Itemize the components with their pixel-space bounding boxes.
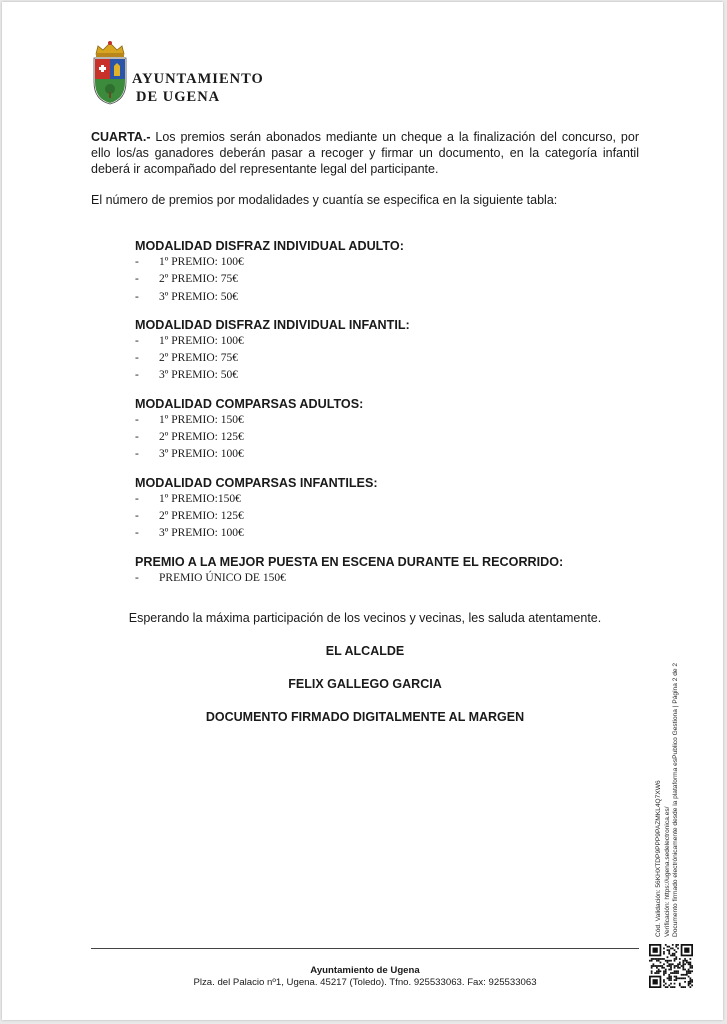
farewell-text: Esperando la máxima participación de los vecinos y vecinas, les saluda atentamente. — [128, 611, 602, 625]
prize-text: 2º PREMIO: 75€ — [159, 273, 238, 286]
signature-note: DOCUMENTO FIRMADO DIGITALMENTE AL MARGEN — [205, 710, 525, 724]
clause-cuarta — [91, 129, 639, 177]
signer-role: EL ALCALDE — [325, 644, 405, 658]
list-dash: - — [135, 290, 139, 303]
verification-url: Verificación: https://ugena.sedelectronica.es/ — [663, 806, 671, 937]
prize-item — [135, 446, 615, 463]
prize-text: 3º PREMIO: 100€ — [159, 527, 244, 540]
footer-address: Plza. del Palacio nº1, Ugena. 45217 (Toledo). Tfno. 925533063. Fax: 925533063 — [193, 977, 537, 988]
prize-item — [135, 367, 615, 384]
prize-item — [135, 508, 615, 525]
prize-item — [135, 350, 615, 367]
footer-org: Ayuntamiento de Ugena — [310, 965, 420, 976]
prize-text: 2º PREMIO: 125€ — [159, 431, 244, 444]
prize-text: 2º PREMIO: 125€ — [159, 509, 244, 522]
footer-divider — [91, 948, 639, 949]
list-dash: - — [135, 527, 139, 540]
modalidad-title: MODALIDAD COMPARSAS ADULTOS: — [135, 396, 364, 411]
list-dash: - — [135, 571, 139, 584]
logo-text — [132, 70, 264, 106]
modalidad-block — [135, 317, 615, 385]
validation-stamp — [655, 663, 681, 937]
modalidad-block — [135, 475, 615, 543]
prize-text: 1º PREMIO: 150€ — [159, 413, 244, 426]
prize-item — [135, 333, 615, 350]
signature-platform-note: Documento firmado electrónicamente desde la plataforma esPublico Gestiona | Página 2 de 2 — [672, 662, 680, 937]
prize-text: PREMIO ÚNICO DE 150€ — [159, 571, 286, 584]
modalidad-title: MODALIDAD COMPARSAS INFANTILES: — [135, 475, 378, 490]
prize-item — [135, 491, 615, 508]
prize-item — [135, 271, 615, 288]
prize-item — [135, 525, 615, 542]
list-dash: - — [135, 413, 139, 426]
ayuntamiento-logo — [90, 40, 270, 110]
prize-text: 3º PREMIO: 100€ — [159, 448, 244, 461]
modalidad-title: MODALIDAD DISFRAZ INDIVIDUAL ADULTO: — [135, 239, 404, 253]
modalidad-title: PREMIO A LA MEJOR PUESTA EN ESCENA DURANTE EL RECORRIDO: — [135, 554, 564, 569]
list-dash: - — [135, 509, 139, 522]
list-dash: - — [135, 334, 139, 347]
prize-item — [135, 570, 615, 587]
list-dash: - — [135, 492, 139, 505]
prize-text: 3º PREMIO: 50€ — [159, 369, 238, 382]
modalidad-title: MODALIDAD DISFRAZ INDIVIDUAL INFANTIL: — [135, 317, 410, 332]
logo-line-1: AYUNTAMIENTO — [132, 71, 264, 87]
list-dash: - — [135, 352, 139, 365]
signer-name: FELIX GALLEGO GARCIA — [288, 677, 442, 691]
prize-item — [135, 412, 615, 429]
prize-list — [135, 238, 615, 598]
logo-line-2: DE UGENA — [136, 89, 221, 105]
coat-of-arms-icon — [90, 40, 130, 106]
list-dash: - — [135, 448, 139, 461]
prize-item — [135, 429, 615, 446]
clause-text: Los premios serán abonados mediante un cheque a la finalización del concurso, por ello los/as ganadores deberán pasar a recoger y firmar un documento, en la categoría infantil deberá ir acompañado del representante legal del participante. — [91, 130, 639, 176]
prize-text: 1º PREMIO: 100€ — [159, 334, 244, 347]
modalidad-block — [135, 238, 615, 306]
prize-text: 1º PREMIO:150€ — [159, 492, 241, 505]
list-dash: - — [135, 431, 139, 444]
list-dash: - — [135, 273, 139, 286]
modalidad-block — [135, 554, 615, 587]
validation-code: Cód. Validación: 56KHXTDP9PPP9PAZMKL4Q7XW6 — [655, 780, 662, 937]
clause-label: CUARTA.- — [91, 130, 151, 144]
prize-item — [135, 289, 615, 306]
modalidad-block — [135, 396, 615, 464]
prize-text: 1º PREMIO: 100€ — [159, 256, 244, 268]
list-dash: - — [135, 369, 139, 382]
prize-text: 2º PREMIO: 75€ — [159, 352, 238, 365]
prize-item — [135, 254, 615, 271]
prize-text: 3º PREMIO: 50€ — [159, 290, 238, 303]
qr-code-icon — [649, 944, 693, 988]
table-intro: El número de premios por modalidades y cuantía se especifica en la siguiente tabla: — [91, 193, 558, 207]
list-dash: - — [135, 256, 139, 268]
document-page — [2, 2, 723, 1020]
